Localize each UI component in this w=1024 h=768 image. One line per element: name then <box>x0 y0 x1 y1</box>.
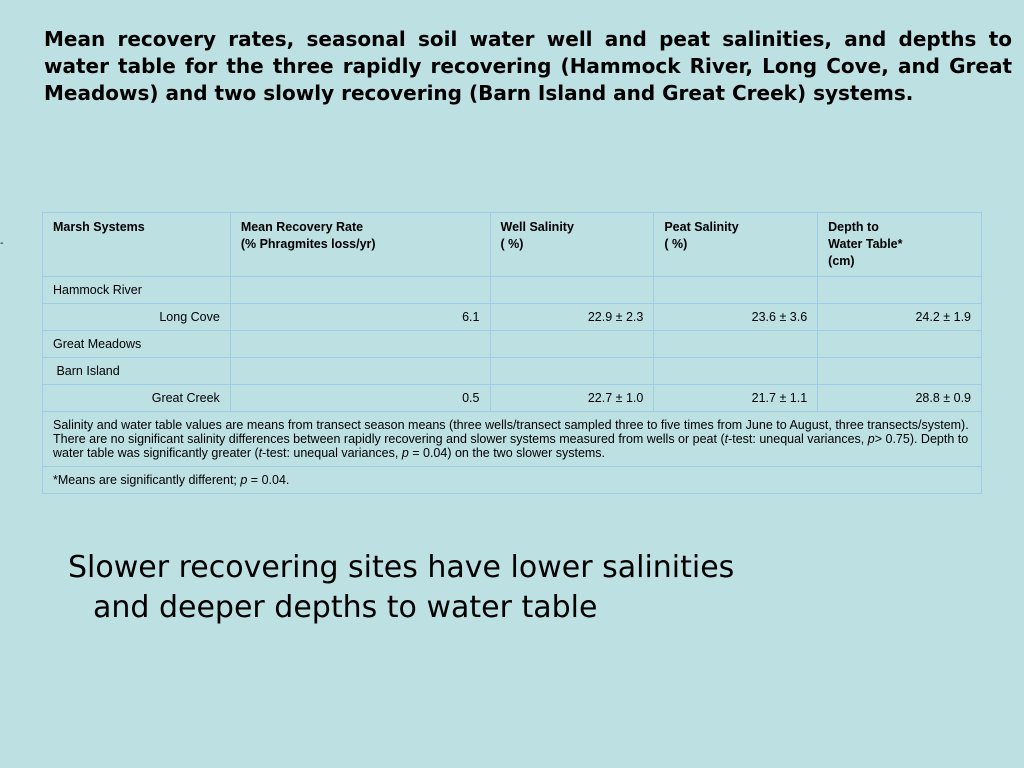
header-line: (cm) <box>828 254 855 268</box>
footnote-text: *Means are significantly different; <box>53 473 241 487</box>
table-note-row <box>43 412 982 467</box>
cell-recovery-rate: 0.5 <box>230 385 490 412</box>
cell-well-salinity <box>490 277 654 304</box>
cell-system: Hammock River <box>43 277 231 304</box>
cell-well-salinity <box>490 358 654 385</box>
cell-recovery-rate <box>230 331 490 358</box>
header-line: Depth to <box>828 220 879 234</box>
cell-system: Great Meadows <box>43 331 231 358</box>
note-italic: p <box>401 446 409 460</box>
table-row-hammock-river <box>43 277 982 304</box>
conclusion-text <box>68 548 868 628</box>
cell-recovery-rate <box>230 277 490 304</box>
table-row-long-cove <box>43 304 982 331</box>
cell-peat-salinity: 23.6 ± 3.6 <box>654 304 818 331</box>
table-row-great-meadows <box>43 331 982 358</box>
note-text: = 0.04) on the two slower systems. <box>408 446 606 460</box>
cell-peat-salinity: 21.7 ± 1.1 <box>654 385 818 412</box>
cell-recovery-rate: 6.1 <box>230 304 490 331</box>
header-line: Marsh Systems <box>53 220 145 234</box>
table-note <box>43 412 982 467</box>
header-line: Mean Recovery Rate <box>240 220 364 234</box>
header-line: ( %) <box>664 237 688 251</box>
table-row-barn-island <box>43 358 982 385</box>
note-italic: p <box>867 432 875 446</box>
table-row-great-creek <box>43 385 982 412</box>
cell-system: Barn Island <box>43 358 231 385</box>
header-depth-to-water-table <box>818 213 982 277</box>
cell-depth: 24.2 ± 1.9 <box>818 304 982 331</box>
header-line: ( %) <box>500 237 524 251</box>
header-mean-recovery-rate <box>230 213 490 277</box>
conclusion-line-2: and deeper depths to water table <box>93 590 598 625</box>
cell-peat-salinity <box>654 331 818 358</box>
table-footnote-row <box>43 467 982 494</box>
header-line: (% Phragmites loss/yr) <box>240 237 376 251</box>
conclusion-line-1: Slower recovering sites have lower salinities <box>68 550 735 585</box>
cell-well-salinity <box>490 331 654 358</box>
stray-mark: - <box>0 238 4 249</box>
cell-system: Long Cove <box>43 304 231 331</box>
cell-depth: 28.8 ± 0.9 <box>818 385 982 412</box>
cell-system: Great Creek <box>43 385 231 412</box>
note-text: -test: unequal variances, <box>262 446 402 460</box>
note-text: -test: unequal variances, <box>728 432 868 446</box>
cell-well-salinity: 22.7 ± 1.0 <box>490 385 654 412</box>
header-marsh-systems <box>43 213 231 277</box>
cell-depth <box>818 358 982 385</box>
cell-well-salinity: 22.9 ± 2.3 <box>490 304 654 331</box>
note-text: > 0.75). Depth to water table was significantly greater ( <box>53 432 969 460</box>
table-caption: Mean recovery rates, seasonal soil water well and peat salinities, and depths to water table for the three rapidly recovering (Hammock River, Long Cove, and Great Meadows) and two slowly recovering (Barn Island and Great Creek) systems. <box>44 27 1012 105</box>
recovery-data-table <box>42 212 982 494</box>
header-line: Peat Salinity <box>664 220 739 234</box>
header-line: Well Salinity <box>500 220 574 234</box>
header-line: Water Table* <box>828 237 903 251</box>
note-text: Salinity and water table values are means from transect season means (three wells/transect sampled three to five times from June to August, three transects/system). There are no significant salinity differences between rapidly recovering and slower systems measured from wells or peat ( <box>53 418 969 446</box>
footnote-italic: p <box>240 473 248 487</box>
header-peat-salinity <box>654 213 818 277</box>
header-well-salinity <box>490 213 654 277</box>
cell-depth <box>818 277 982 304</box>
cell-peat-salinity <box>654 277 818 304</box>
table-footnote <box>43 467 982 494</box>
footnote-text: = 0.04. <box>247 473 290 487</box>
cell-recovery-rate <box>230 358 490 385</box>
table-header-row <box>43 213 982 277</box>
note-italic: t <box>724 432 729 446</box>
note-italic: t <box>258 446 263 460</box>
cell-depth <box>818 331 982 358</box>
cell-peat-salinity <box>654 358 818 385</box>
